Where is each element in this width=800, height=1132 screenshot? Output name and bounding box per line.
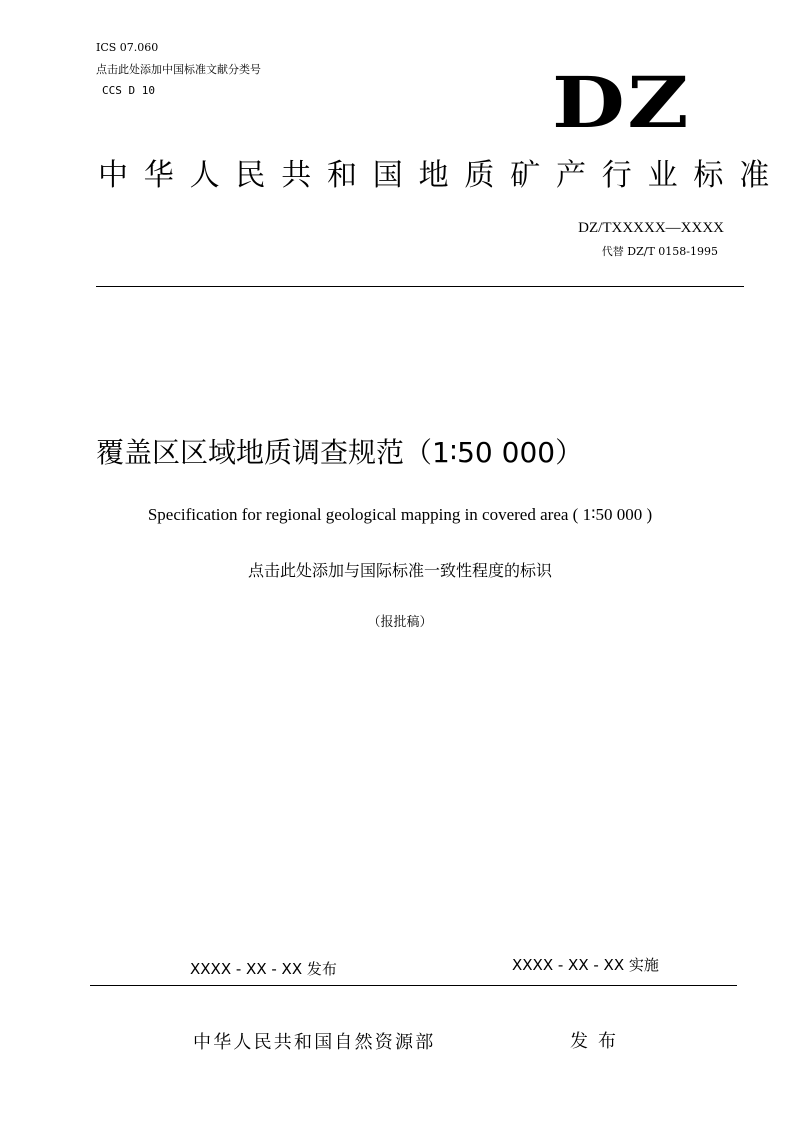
ccs-code: CCS D 10 <box>102 84 155 97</box>
dz-logo: DZ <box>552 61 691 144</box>
draft-status: （报批稿） <box>367 615 433 630</box>
standard-number: DZ/TXXXXX—XXXX <box>578 220 724 236</box>
bottom-divider <box>90 985 737 986</box>
conformity-placeholder[interactable]: 点击此处添加与国际标准一致性程度的标识 <box>247 561 552 580</box>
document-title-english: Specification for regional geological mapping in covered area ( 1∶50 000 ) <box>147 505 653 524</box>
publish-label: 发布 <box>570 1031 626 1052</box>
replaces-standard: 代替 DZ/T 0158-1995 <box>601 245 718 258</box>
implementation-date: XXXX - XX - XX 实施 <box>512 956 659 974</box>
issuing-authority: 中华人民共和国自然资源部 <box>193 1032 436 1053</box>
document-title-chinese: 覆盖区区域地质调查规范（1∶50 000） <box>96 436 584 469</box>
top-divider <box>96 286 744 287</box>
ics-code: ICS 07.060 <box>96 41 159 54</box>
classification-placeholder[interactable]: 点击此处添加中国标准文献分类号 <box>96 63 261 76</box>
industry-standard-title: 中华人民共和国地质矿产行业标准 <box>98 158 785 193</box>
publication-date: XXXX - XX - XX 发布 <box>190 960 337 978</box>
